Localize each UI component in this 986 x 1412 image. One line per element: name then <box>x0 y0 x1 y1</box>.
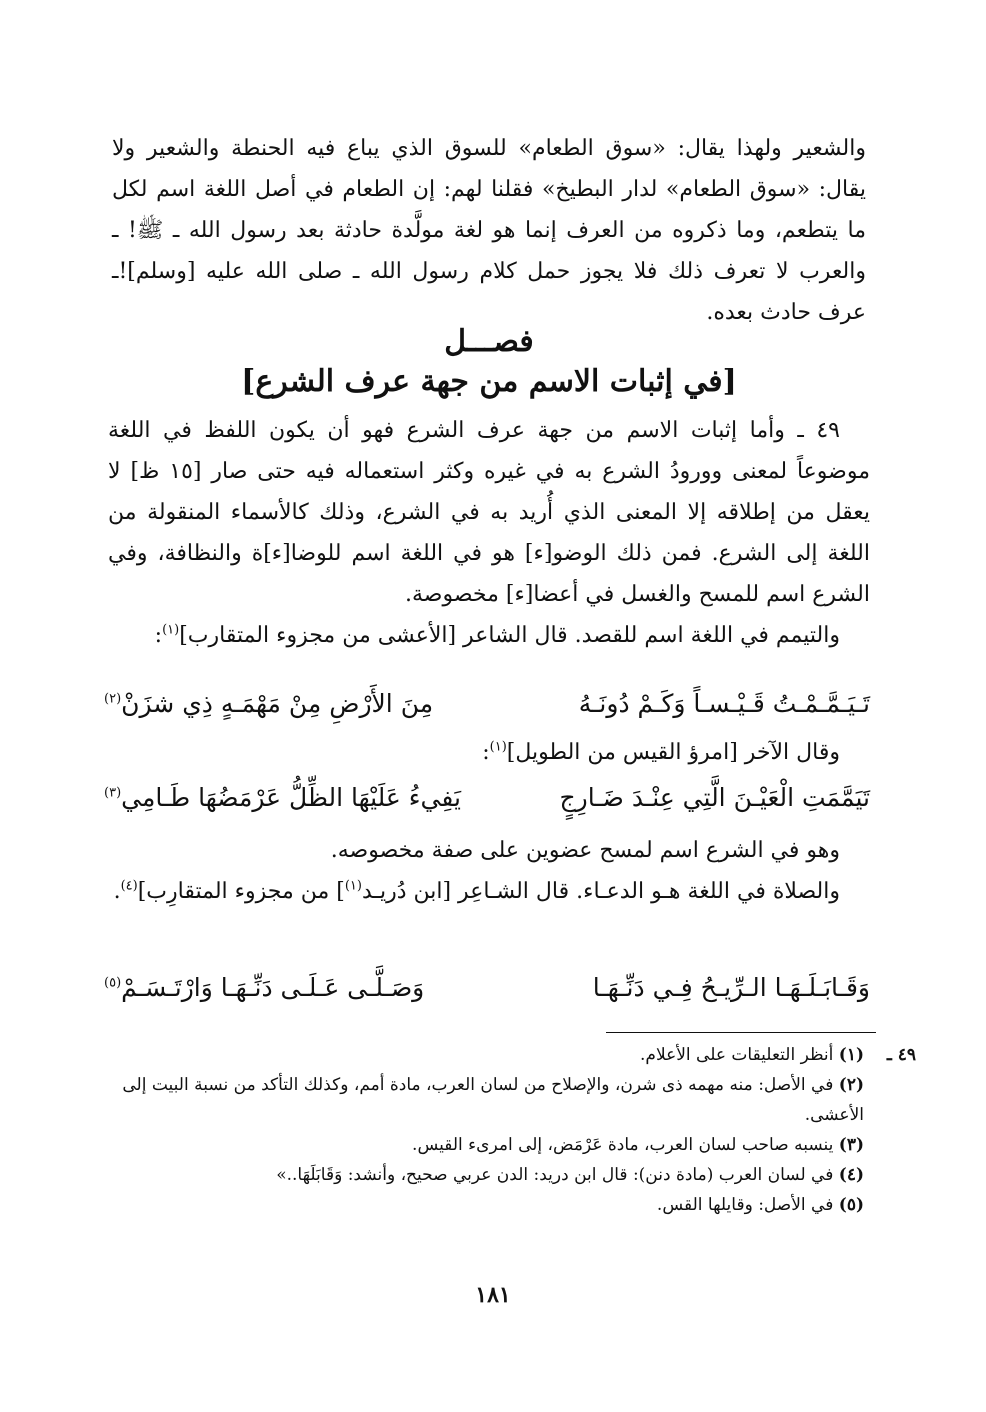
verse-2-first-hemistich: تَيَمَّمَتِ الْعَيْـنَ الَّتِي عِنْـدَ ضَـارِجٍ <box>559 783 870 812</box>
footnote-number: (٥) <box>838 1195 864 1215</box>
section-block-3 <box>108 830 870 912</box>
verse-2 <box>104 776 870 820</box>
verse-3-second-hemistich <box>104 966 424 1010</box>
intro-paragraph: والشعير ولهذا يقال: «سوق الطعام» للسوق الذي يباع فيه الحنطة والشعير ولا يقال: «سوق الطعام» لدار البطيخ» فقلنا لهم: إن الطعام في أصل اللغة اسم لكل ما يتطعم، وما ذكروه من العرف إنما هو لغة مولَّدة حادثة بعد رسول الله ـ ﷺ! ـ والعرب لا تعرف ذلك فلا يجوز حمل كلام رسول الله ـ صلى الله عليه [وسلم]!ـ عرف حادث بعده. <box>112 136 866 325</box>
paragraph-5-end: . <box>113 879 121 904</box>
footnote-text: في الأصل: منه مهمه ذى شرن، والإصلاح من لسان العرب، مادة أمم، وكذلك التأكد من نسبة البيت إلى الأعشى. <box>122 1075 864 1125</box>
paragraph-5-text-b: ] من مجزوء المتقارِب] <box>137 879 345 904</box>
paragraph-3-text: وقال الآخر [امرؤ القيس من الطويل] <box>506 740 840 765</box>
footnote-ref: (١) <box>344 878 362 894</box>
footnote-item <box>100 1160 876 1190</box>
footnote-item <box>100 1130 876 1160</box>
footnote-divider <box>606 1032 876 1033</box>
section-paragraph-5 <box>108 871 870 912</box>
footnote-number: (١) <box>838 1045 864 1065</box>
footnote-ref: (٥) <box>104 975 122 991</box>
footnote-text: في لسان العرب (مادة دنن): قال ابن دريد: الدن عربي صحيح، وأنشد: وَقَابَلَهَا..» <box>276 1165 834 1185</box>
verse-2-second-hemistich <box>104 776 461 820</box>
verse-3-first-hemistich: وَقَـابَـلَـهَـا الـرِّيـحُ فِـي دَنِّـهَـا <box>592 973 870 1002</box>
page-number: ١٨١ <box>475 1282 511 1308</box>
footnote-item <box>100 1070 876 1130</box>
verse-1-second-text: مِنَ الأَرْضِ مِنْ مَهْمَـهٍ ذِي شزَنْ <box>121 689 434 718</box>
verse-2-second-text: يَفِيءُ عَلَيْهَا الظِّلُّ عَرْمَضُهَا طَـامِي <box>121 783 461 812</box>
paragraph-2-text: والتيمم في اللغة اسم للقصد. قال الشاعر [الأعشى من مجزوء المتقارب] <box>179 623 840 648</box>
footnote-number: (٤) <box>838 1165 864 1185</box>
footnote-section-label: ٤٩ ـ <box>886 1045 916 1065</box>
chapter-subtitle: [في إثبات الاسم من جهة عرف الشرع] <box>241 364 737 399</box>
section-block-2 <box>108 732 870 773</box>
paragraph-5-text-a: والصلاة في اللغة هـو الدعـاء. قال الشـاعِر [ابن دُريـد <box>361 879 840 904</box>
verse-3-second-text: وَصَـلَّـى عَـلَـى دَنِّـهَـا وَارْتَـسَـمْ <box>121 973 425 1002</box>
paragraph-3-end: : <box>482 740 490 765</box>
verse-3 <box>104 966 870 1010</box>
footnote-ref: (٣) <box>104 785 122 801</box>
section-paragraph-2 <box>108 615 870 656</box>
chapter-heading: فصـــل <box>444 324 534 359</box>
footnote-text: في الأصل: وقايلها القس. <box>656 1195 834 1215</box>
footnotes <box>100 1040 916 1220</box>
footnote-text: أنظر التعليقات على الأعلام. <box>640 1045 834 1065</box>
paragraph-2-end: : <box>154 623 163 648</box>
footnote-number: (٢) <box>838 1075 864 1095</box>
verse-1-second-hemistich <box>104 682 433 726</box>
section-paragraph-3 <box>108 732 870 773</box>
footnote-ref: (٤) <box>120 878 138 894</box>
section-paragraph-4: وهو في الشرع اسم لمسح عضوين على صفة مخصوصه. <box>330 838 840 863</box>
footnote-ref: (١) <box>489 739 507 755</box>
footnote-item <box>100 1190 876 1220</box>
verse-1-first-hemistich: تَـيَـمَّـمْـتُ قَـيْـسـاً وَكَـمْ دُونَـهُ <box>578 689 870 718</box>
section-block-1 <box>108 410 870 656</box>
footnote-text: ينسبه صاحب لسان العرب، مادة عَرْمَض، إلى امرىء القيس. <box>412 1135 834 1155</box>
footnote-number: (٣) <box>838 1135 864 1155</box>
footnote-item <box>100 1040 916 1070</box>
verse-1 <box>104 682 870 726</box>
section-paragraph-1: ٤٩ ـ وأما إثبات الاسم من جهة عرف الشرع فهو أن يكون اللفظ في اللغة موضوعاً لمعنى وورودُ الشرع به في غيره وكثر استعماله فيه حتى صار [١٥ ظ] لا يعقل من إطلاقه إلا المعنى الذي أُريد به في الشرع، وذلك كالأسماء المنقولة من اللغة إلى الشرع. فمن ذلك الوضو[ء] هو في اللغة اسم للوضا[ء]ة والنظافة، وفي الشرع اسم للمسح والغسل في أعضا[ء] مخصوصة. <box>108 418 870 607</box>
intro-paragraph-block <box>112 128 866 333</box>
footnote-ref: (٢) <box>104 691 122 707</box>
footnote-ref: (١) <box>162 622 180 638</box>
